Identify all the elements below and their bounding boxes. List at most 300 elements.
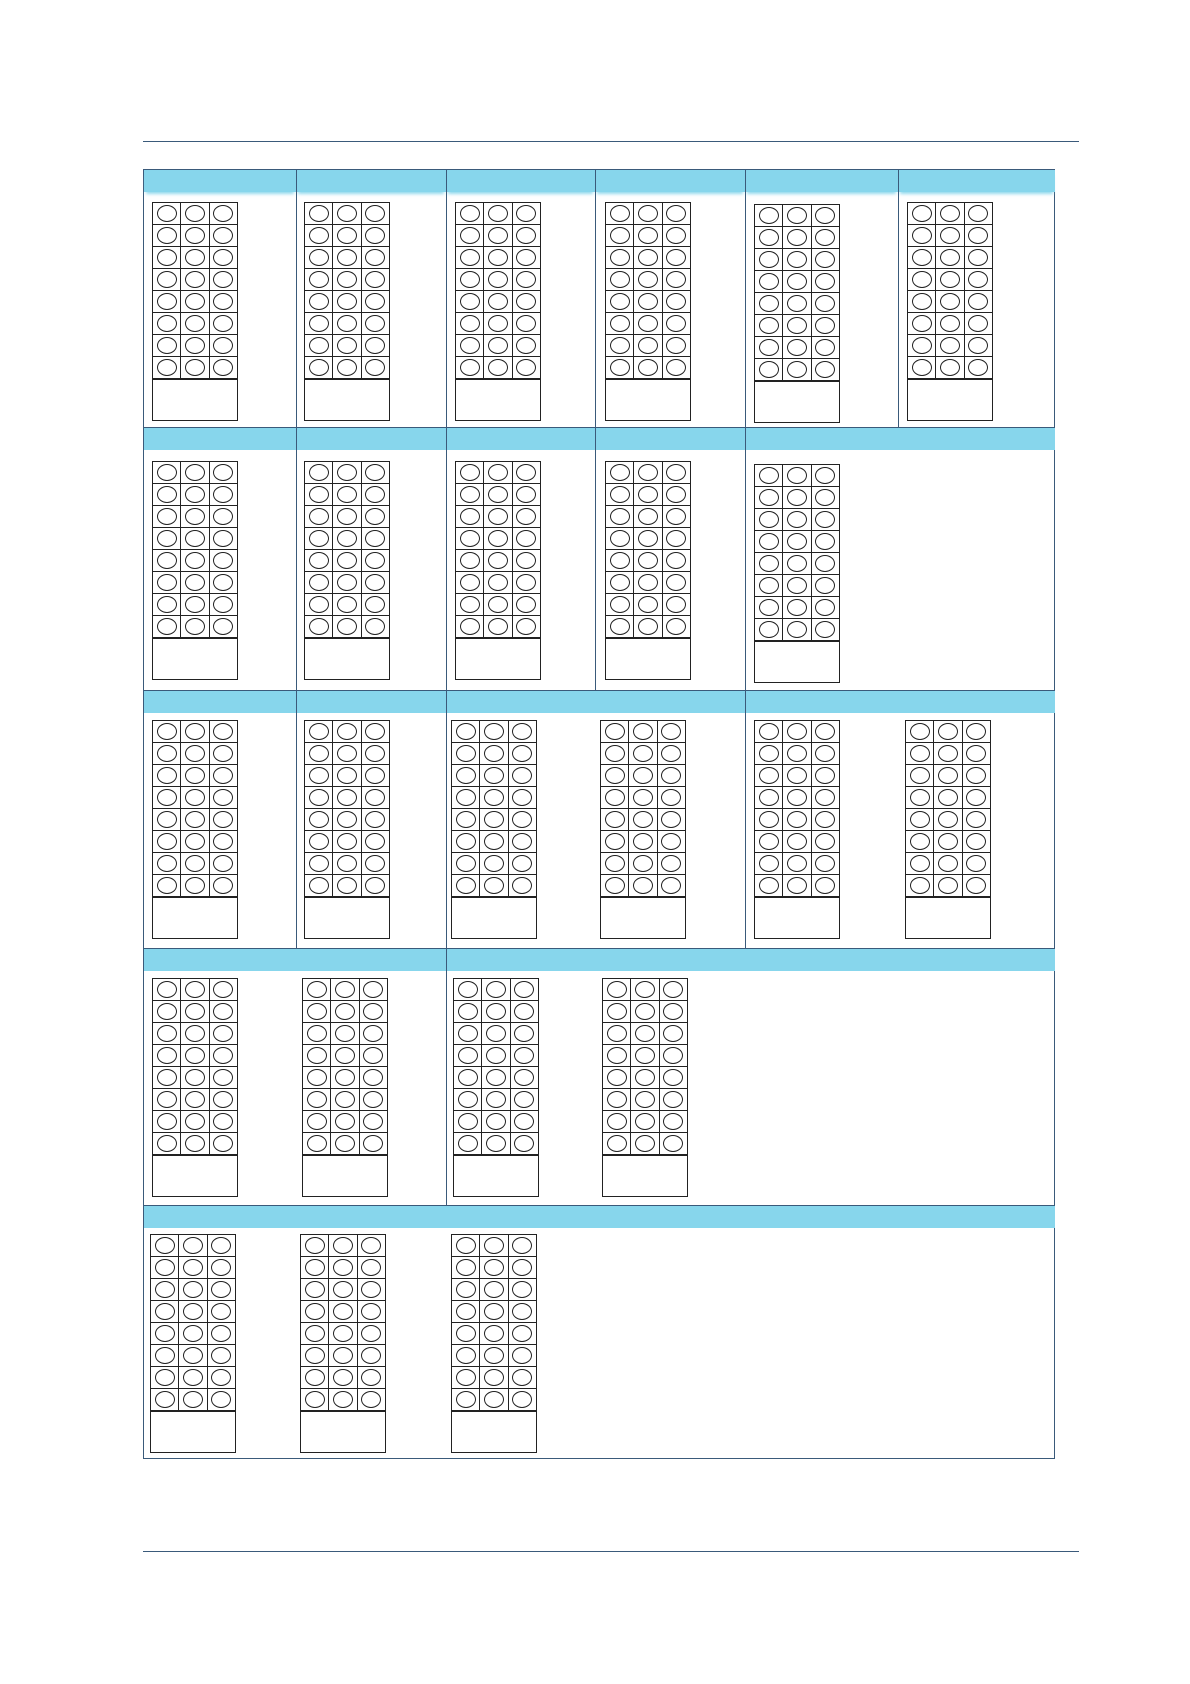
grid-row	[305, 335, 389, 357]
circle-outline-icon	[460, 596, 480, 613]
grid-cell	[484, 313, 512, 334]
grid-cell	[452, 1257, 480, 1278]
circle-outline-icon	[213, 855, 233, 872]
circle-outline-icon	[815, 833, 835, 850]
grid-cell	[634, 506, 662, 527]
circle-outline-icon	[458, 1025, 478, 1042]
circle-outline-icon	[815, 555, 835, 572]
grid-row	[153, 313, 237, 335]
grid-cell	[783, 721, 811, 742]
column-divider	[446, 170, 447, 427]
column-divider	[446, 428, 447, 690]
circle-outline-icon	[365, 205, 385, 222]
grid-cell	[509, 1367, 536, 1388]
circle-outline-icon	[666, 530, 686, 547]
grid-cell	[456, 484, 484, 505]
grid-row	[305, 853, 389, 875]
grid-row	[153, 1111, 237, 1133]
grid-cell	[362, 594, 389, 615]
circle-outline-icon	[155, 1391, 175, 1408]
circle-outline-icon	[157, 981, 177, 998]
circle-outline-icon	[638, 205, 658, 222]
grid-cell	[305, 765, 333, 786]
circle-outline-icon	[361, 1259, 381, 1276]
grid-row	[908, 357, 992, 379]
grid-cell	[210, 528, 237, 549]
grid-cell	[963, 875, 990, 896]
grid-cell	[509, 1345, 536, 1366]
grid-row	[603, 1045, 687, 1067]
circle-outline-icon	[661, 811, 681, 828]
grid-cell	[153, 809, 181, 830]
grid-cell	[181, 743, 209, 764]
circle-outline-icon	[157, 337, 177, 354]
circle-outline-icon	[456, 855, 476, 872]
grid-cell	[151, 1301, 179, 1322]
column-divider	[595, 170, 596, 427]
grid-cell	[181, 979, 209, 1000]
column-divider	[595, 428, 596, 690]
grid-cell	[181, 1067, 209, 1088]
circle-outline-icon	[666, 574, 686, 591]
section-header-band	[144, 691, 296, 713]
circle-outline-icon	[484, 833, 504, 850]
circle-outline-icon	[365, 486, 385, 503]
grid-cell	[965, 313, 992, 334]
grid-cell	[755, 787, 783, 808]
grid-cell	[362, 484, 389, 505]
circle-outline-icon	[968, 205, 988, 222]
grid-cell	[362, 787, 389, 808]
grid-cell	[783, 875, 811, 896]
grid-unit	[600, 720, 686, 939]
grid-cell	[513, 225, 540, 246]
circle-outline-icon	[512, 767, 532, 784]
circle-outline-icon	[361, 1237, 381, 1254]
circle-outline-icon	[460, 359, 480, 376]
circle-outline-icon	[514, 1069, 534, 1086]
circle-outline-icon	[157, 552, 177, 569]
circle-outline-icon	[337, 293, 357, 310]
grid-unit-cells	[300, 1234, 386, 1411]
grid-cell	[513, 616, 540, 637]
grid-cell	[812, 743, 839, 764]
grid-unit-base	[754, 641, 840, 683]
circle-outline-icon	[458, 1135, 478, 1152]
grid-cell	[210, 787, 237, 808]
grid-row	[153, 1023, 237, 1045]
grid-cell	[153, 1133, 181, 1154]
circle-outline-icon	[815, 533, 835, 550]
grid-cell	[906, 721, 934, 742]
grid-cell	[210, 616, 237, 637]
grid-unit-cells	[754, 720, 840, 897]
circle-outline-icon	[365, 877, 385, 894]
grid-cell	[210, 550, 237, 571]
content-frame	[143, 169, 1055, 1459]
grid-row	[151, 1389, 235, 1411]
circle-outline-icon	[912, 315, 932, 332]
grid-row	[452, 787, 536, 809]
grid-unit-cells	[304, 461, 390, 638]
grid-cell	[181, 1089, 209, 1110]
grid-row	[454, 1045, 538, 1067]
section-divider	[144, 1205, 1055, 1206]
grid-cell	[210, 291, 237, 312]
grid-cell	[509, 721, 536, 742]
grid-cell	[783, 619, 811, 640]
column-divider	[446, 691, 447, 948]
circle-outline-icon	[968, 249, 988, 266]
circle-outline-icon	[910, 789, 930, 806]
circle-outline-icon	[337, 271, 357, 288]
circle-outline-icon	[185, 1113, 205, 1130]
circle-outline-icon	[663, 1135, 683, 1152]
grid-cell	[333, 550, 361, 571]
grid-row	[301, 1279, 385, 1301]
circle-outline-icon	[309, 205, 329, 222]
grid-row	[305, 203, 389, 225]
grid-cell	[658, 787, 685, 808]
circle-outline-icon	[335, 1047, 355, 1064]
circle-outline-icon	[309, 552, 329, 569]
circle-outline-icon	[516, 486, 536, 503]
grid-cell	[631, 1111, 659, 1132]
grid-cell	[151, 1235, 179, 1256]
grid-cell	[755, 597, 783, 618]
circle-outline-icon	[759, 877, 779, 894]
grid-cell	[965, 247, 992, 268]
grid-row	[606, 335, 690, 357]
circle-outline-icon	[307, 981, 327, 998]
grid-row	[153, 550, 237, 572]
circle-outline-icon	[337, 618, 357, 635]
circle-outline-icon	[211, 1369, 231, 1386]
grid-cell	[783, 509, 811, 530]
grid-cell	[153, 1023, 181, 1044]
grid-cell	[511, 1045, 538, 1066]
grid-cell	[333, 594, 361, 615]
circle-outline-icon	[213, 723, 233, 740]
circle-outline-icon	[365, 293, 385, 310]
circle-outline-icon	[610, 486, 630, 503]
grid-row	[305, 269, 389, 291]
grid-cell	[484, 269, 512, 290]
circle-outline-icon	[610, 508, 630, 525]
grid-unit-base	[304, 638, 390, 680]
grid-cell	[210, 1045, 237, 1066]
grid-cell	[210, 572, 237, 593]
circle-outline-icon	[638, 359, 658, 376]
circle-outline-icon	[185, 789, 205, 806]
circle-outline-icon	[460, 205, 480, 222]
grid-cell	[452, 1301, 480, 1322]
circle-outline-icon	[309, 530, 329, 547]
grid-row	[755, 249, 839, 271]
grid-cell	[329, 1323, 357, 1344]
grid-unit-base	[451, 1411, 537, 1453]
circle-outline-icon	[484, 789, 504, 806]
circle-outline-icon	[460, 552, 480, 569]
circle-outline-icon	[516, 464, 536, 481]
grid-cell	[305, 809, 333, 830]
grid-cell	[509, 1235, 536, 1256]
section-divider	[144, 690, 1055, 691]
grid-cell	[812, 597, 839, 618]
circle-outline-icon	[666, 249, 686, 266]
grid-cell	[331, 1001, 359, 1022]
circle-outline-icon	[456, 1303, 476, 1320]
circle-outline-icon	[157, 508, 177, 525]
grid-cell	[331, 979, 359, 1000]
circle-outline-icon	[185, 315, 205, 332]
grid-cell	[362, 809, 389, 830]
grid-cell	[812, 315, 839, 336]
grid-cell	[210, 335, 237, 356]
circle-outline-icon	[661, 855, 681, 872]
circle-outline-icon	[460, 315, 480, 332]
circle-outline-icon	[512, 723, 532, 740]
circle-outline-icon	[337, 205, 357, 222]
grid-cell	[456, 550, 484, 571]
grid-cell	[333, 875, 361, 896]
grid-cell	[181, 572, 209, 593]
grid-cell	[210, 357, 237, 378]
grid-cell	[452, 1279, 480, 1300]
grid-unit-base	[905, 897, 991, 939]
circle-outline-icon	[185, 1091, 205, 1108]
grid-row	[305, 225, 389, 247]
grid-cell	[963, 787, 990, 808]
grid-cell	[663, 462, 690, 483]
circle-outline-icon	[183, 1369, 203, 1386]
circle-outline-icon	[661, 877, 681, 894]
grid-cell	[208, 1323, 235, 1344]
circle-outline-icon	[787, 789, 807, 806]
grid-cell	[305, 247, 333, 268]
circle-outline-icon	[666, 359, 686, 376]
grid-unit-cells	[905, 720, 991, 897]
grid-cell	[936, 335, 964, 356]
circle-outline-icon	[605, 811, 625, 828]
circle-outline-icon	[484, 723, 504, 740]
grid-cell	[181, 1045, 209, 1066]
circle-outline-icon	[337, 530, 357, 547]
circle-outline-icon	[759, 489, 779, 506]
grid-cell	[908, 335, 936, 356]
grid-row	[452, 1367, 536, 1389]
grid-cell	[660, 1001, 687, 1022]
circle-outline-icon	[610, 337, 630, 354]
circle-outline-icon	[213, 315, 233, 332]
circle-outline-icon	[309, 745, 329, 762]
grid-cell	[452, 809, 480, 830]
grid-cell	[362, 203, 389, 224]
grid-cell	[480, 721, 508, 742]
circle-outline-icon	[460, 530, 480, 547]
grid-cell	[181, 462, 209, 483]
circle-outline-icon	[759, 811, 779, 828]
grid-cell	[210, 1023, 237, 1044]
circle-outline-icon	[815, 855, 835, 872]
grid-unit	[754, 720, 840, 939]
grid-row	[606, 616, 690, 638]
circle-outline-icon	[759, 833, 779, 850]
grid-row	[454, 1067, 538, 1089]
circle-outline-icon	[663, 1003, 683, 1020]
grid-cell	[305, 313, 333, 334]
circle-outline-icon	[337, 337, 357, 354]
grid-row	[606, 225, 690, 247]
circle-outline-icon	[512, 1369, 532, 1386]
circle-outline-icon	[638, 486, 658, 503]
grid-cell	[634, 462, 662, 483]
circle-outline-icon	[309, 574, 329, 591]
grid-cell	[484, 484, 512, 505]
circle-outline-icon	[815, 295, 835, 312]
grid-cell	[755, 531, 783, 552]
circle-outline-icon	[512, 745, 532, 762]
grid-row	[153, 506, 237, 528]
circle-outline-icon	[815, 789, 835, 806]
circle-outline-icon	[185, 508, 205, 525]
grid-cell	[658, 831, 685, 852]
grid-cell	[153, 1045, 181, 1066]
grid-cell	[634, 572, 662, 593]
grid-row	[153, 743, 237, 765]
circle-outline-icon	[787, 251, 807, 268]
circle-outline-icon	[912, 359, 932, 376]
grid-cell	[783, 337, 811, 358]
grid-cell	[783, 227, 811, 248]
circle-outline-icon	[516, 508, 536, 525]
grid-cell	[210, 225, 237, 246]
grid-cell	[755, 337, 783, 358]
grid-cell	[660, 979, 687, 1000]
section-header-band	[296, 691, 446, 713]
grid-cell	[783, 809, 811, 830]
circle-outline-icon	[607, 981, 627, 998]
circle-outline-icon	[912, 205, 932, 222]
grid-cell	[181, 787, 209, 808]
circle-outline-icon	[605, 855, 625, 872]
grid-cell	[755, 249, 783, 270]
circle-outline-icon	[633, 833, 653, 850]
grid-cell	[755, 271, 783, 292]
circle-outline-icon	[213, 464, 233, 481]
grid-unit-base	[602, 1155, 688, 1197]
grid-cell	[153, 979, 181, 1000]
circle-outline-icon	[365, 464, 385, 481]
grid-row	[153, 484, 237, 506]
grid-cell	[333, 225, 361, 246]
grid-row	[755, 509, 839, 531]
grid-row	[303, 979, 387, 1001]
circle-outline-icon	[365, 227, 385, 244]
circle-outline-icon	[488, 227, 508, 244]
circle-outline-icon	[759, 789, 779, 806]
circle-outline-icon	[458, 1003, 478, 1020]
grid-row	[454, 979, 538, 1001]
grid-cell	[634, 269, 662, 290]
grid-cell	[606, 203, 634, 224]
circle-outline-icon	[815, 273, 835, 290]
circle-outline-icon	[512, 1303, 532, 1320]
grid-cell	[812, 509, 839, 530]
circle-outline-icon	[335, 1069, 355, 1086]
circle-outline-icon	[213, 618, 233, 635]
grid-cell	[362, 462, 389, 483]
grid-cell	[303, 1089, 331, 1110]
grid-cell	[208, 1301, 235, 1322]
circle-outline-icon	[213, 1003, 233, 1020]
grid-cell	[181, 269, 209, 290]
grid-row	[153, 247, 237, 269]
circle-outline-icon	[512, 789, 532, 806]
circle-outline-icon	[157, 574, 177, 591]
circle-outline-icon	[484, 1259, 504, 1276]
grid-row	[301, 1345, 385, 1367]
circle-outline-icon	[516, 552, 536, 569]
footer-rule	[143, 1551, 1079, 1552]
circle-outline-icon	[185, 552, 205, 569]
grid-unit	[304, 720, 390, 939]
grid-cell	[601, 853, 629, 874]
grid-unit	[905, 720, 991, 939]
grid-cell	[934, 875, 962, 896]
grid-cell	[181, 247, 209, 268]
grid-cell	[179, 1279, 207, 1300]
circle-outline-icon	[661, 789, 681, 806]
circle-outline-icon	[516, 337, 536, 354]
circle-outline-icon	[337, 486, 357, 503]
grid-cell	[362, 528, 389, 549]
grid-cell	[181, 853, 209, 874]
grid-unit-cells	[451, 720, 537, 897]
circle-outline-icon	[363, 981, 383, 998]
grid-cell	[360, 1045, 387, 1066]
grid-cell	[456, 269, 484, 290]
grid-row	[151, 1235, 235, 1257]
grid-cell	[906, 743, 934, 764]
grid-cell	[181, 225, 209, 246]
grid-cell	[936, 357, 964, 378]
grid-row	[755, 831, 839, 853]
section-divider	[144, 427, 1055, 428]
grid-row	[305, 594, 389, 616]
grid-cell	[333, 484, 361, 505]
circle-outline-icon	[514, 1091, 534, 1108]
circle-outline-icon	[488, 552, 508, 569]
circle-outline-icon	[512, 1391, 532, 1408]
grid-row	[301, 1301, 385, 1323]
circle-outline-icon	[309, 767, 329, 784]
circle-outline-icon	[666, 337, 686, 354]
grid-cell	[480, 809, 508, 830]
circle-outline-icon	[155, 1369, 175, 1386]
grid-cell	[658, 875, 685, 896]
circle-outline-icon	[333, 1237, 353, 1254]
grid-cell	[456, 313, 484, 334]
grid-cell	[934, 765, 962, 786]
circle-outline-icon	[307, 1113, 327, 1130]
circle-outline-icon	[213, 227, 233, 244]
grid-row	[906, 875, 990, 897]
grid-cell	[484, 506, 512, 527]
grid-cell	[603, 1089, 631, 1110]
circle-outline-icon	[787, 555, 807, 572]
grid-row	[153, 572, 237, 594]
